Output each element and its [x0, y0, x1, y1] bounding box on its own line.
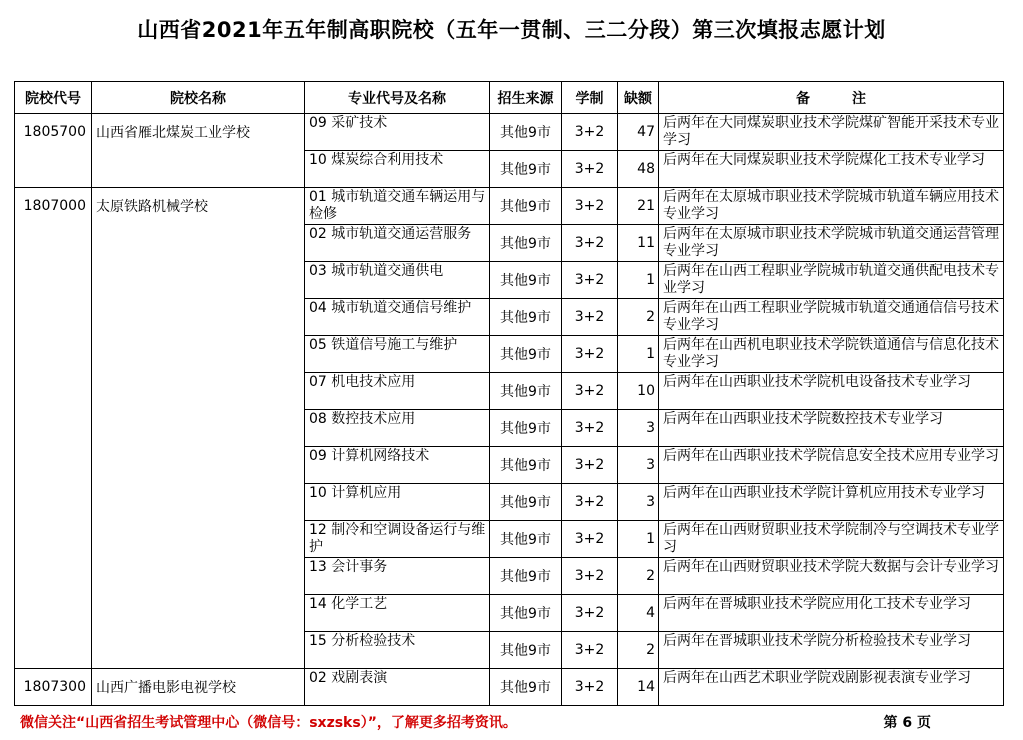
school-name-cell: [92, 410, 305, 447]
school-code-cell: [15, 225, 92, 262]
source-cell: 其他9市: [490, 632, 562, 669]
major-cell: 05 铁道信号施工与维护: [305, 336, 490, 373]
school-code-cell: 1805700: [15, 114, 92, 151]
quota-cell: 4: [618, 595, 659, 632]
source-cell: 其他9市: [490, 262, 562, 299]
major-cell: 09 计算机网络技术: [305, 447, 490, 484]
length-cell: 3+2: [562, 262, 618, 299]
school-code-cell: [15, 299, 92, 336]
note-cell: 后两年在山西艺术职业学院戏剧影视表演专业学习: [659, 669, 1004, 706]
school-name-cell: [92, 558, 305, 595]
source-cell: 其他9市: [490, 225, 562, 262]
school-code-cell: 1807000: [15, 188, 92, 225]
length-cell: 3+2: [562, 151, 618, 188]
length-cell: 3+2: [562, 225, 618, 262]
quota-cell: 48: [618, 151, 659, 188]
school-code-cell: [15, 558, 92, 595]
table-row: [15, 632, 1004, 669]
school-code-cell: [15, 151, 92, 188]
source-cell: 其他9市: [490, 151, 562, 188]
school-code-cell: [15, 336, 92, 373]
source-cell: 其他9市: [490, 558, 562, 595]
source-cell: 其他9市: [490, 114, 562, 151]
source-cell: 其他9市: [490, 447, 562, 484]
major-cell: 07 机电技术应用: [305, 373, 490, 410]
major-cell: 12 制冷和空调设备运行与维护: [305, 521, 490, 558]
header-length: 学制: [562, 82, 618, 114]
source-cell: 其他9市: [490, 373, 562, 410]
school-code-cell: [15, 447, 92, 484]
major-cell: 14 化学工艺: [305, 595, 490, 632]
length-cell: 3+2: [562, 114, 618, 151]
major-cell: 04 城市轨道交通信号维护: [305, 299, 490, 336]
table-row: [15, 410, 1004, 447]
note-cell: 后两年在山西职业技术学院数控技术专业学习: [659, 410, 1004, 447]
source-cell: 其他9市: [490, 299, 562, 336]
school-name-cell: 山西广播电影电视学校: [92, 669, 305, 706]
major-cell: 15 分析检验技术: [305, 632, 490, 669]
source-cell: 其他9市: [490, 188, 562, 225]
length-cell: 3+2: [562, 595, 618, 632]
header-school-code: 院校代号: [15, 82, 92, 114]
school-name-cell: [92, 262, 305, 299]
quota-cell: 1: [618, 262, 659, 299]
quota-cell: 21: [618, 188, 659, 225]
major-cell: 09 采矿技术: [305, 114, 490, 151]
header-note: 备 注: [659, 82, 1004, 114]
table-row: [15, 114, 1004, 151]
quota-cell: 11: [618, 225, 659, 262]
school-name-cell: 太原铁路机械学校: [92, 188, 305, 225]
source-cell: 其他9市: [490, 336, 562, 373]
note-cell: 后两年在晋城职业技术学院应用化工技术专业学习: [659, 595, 1004, 632]
table-row: [15, 299, 1004, 336]
school-code-cell: [15, 632, 92, 669]
school-name-cell: [92, 373, 305, 410]
major-cell: 01 城市轨道交通车辆运用与检修: [305, 188, 490, 225]
school-name-cell: [92, 632, 305, 669]
note-cell: 后两年在山西工程职业学院城市轨道交通通信信号技术专业学习: [659, 299, 1004, 336]
header-school-name: 院校名称: [92, 82, 305, 114]
quota-cell: 47: [618, 114, 659, 151]
quota-cell: 3: [618, 410, 659, 447]
length-cell: 3+2: [562, 521, 618, 558]
note-cell: 后两年在山西职业技术学院信息安全技术应用专业学习: [659, 447, 1004, 484]
quota-cell: 2: [618, 558, 659, 595]
school-name-cell: [92, 151, 305, 188]
footer-notice: 微信关注“山西省招生考试管理中心（微信号：sxzsks）”，了解更多招考资讯。: [20, 715, 517, 731]
source-cell: 其他9市: [490, 484, 562, 521]
school-code-cell: [15, 484, 92, 521]
source-cell: 其他9市: [490, 669, 562, 706]
table-row: [15, 225, 1004, 262]
note-cell: 后两年在晋城职业技术学院分析检验技术专业学习: [659, 632, 1004, 669]
header-major: 专业代号及名称: [305, 82, 490, 114]
school-name-cell: [92, 225, 305, 262]
source-cell: 其他9市: [490, 521, 562, 558]
source-cell: 其他9市: [490, 410, 562, 447]
table-row: [15, 521, 1004, 558]
table-row: [15, 484, 1004, 521]
major-cell: 02 城市轨道交通运营服务: [305, 225, 490, 262]
school-name-cell: [92, 447, 305, 484]
table-row: [15, 558, 1004, 595]
table-row: [15, 336, 1004, 373]
school-name-cell: [92, 521, 305, 558]
length-cell: 3+2: [562, 336, 618, 373]
length-cell: 3+2: [562, 299, 618, 336]
quota-cell: 2: [618, 299, 659, 336]
page-number: 第 6 页: [883, 715, 931, 731]
school-code-cell: [15, 410, 92, 447]
school-name-cell: [92, 484, 305, 521]
header-source: 招生来源: [490, 82, 562, 114]
quota-cell: 1: [618, 521, 659, 558]
major-cell: 08 数控技术应用: [305, 410, 490, 447]
table-row: [15, 262, 1004, 299]
note-cell: 后两年在山西职业技术学院计算机应用技术专业学习: [659, 484, 1004, 521]
length-cell: 3+2: [562, 447, 618, 484]
length-cell: 3+2: [562, 373, 618, 410]
note-cell: 后两年在大同煤炭职业技术学院煤化工技术专业学习: [659, 151, 1004, 188]
table-row: [15, 188, 1004, 225]
major-cell: 02 戏剧表演: [305, 669, 490, 706]
note-cell: 后两年在太原城市职业技术学院城市轨道车辆应用技术专业学习: [659, 188, 1004, 225]
major-cell: 10 煤炭综合利用技术: [305, 151, 490, 188]
source-cell: 其他9市: [490, 595, 562, 632]
school-code-cell: [15, 521, 92, 558]
major-cell: 10 计算机应用: [305, 484, 490, 521]
note-cell: 后两年在山西财贸职业技术学院制冷与空调技术专业学习: [659, 521, 1004, 558]
school-name-cell: [92, 595, 305, 632]
page-title: 山西省2021年五年制高职院校（五年一贯制、三二分段）第三次填报志愿计划: [137, 18, 886, 42]
note-cell: 后两年在山西机电职业技术学院铁道通信与信息化技术专业学习: [659, 336, 1004, 373]
school-name-cell: 山西省雁北煤炭工业学校: [92, 114, 305, 151]
school-code-cell: 1807300: [15, 669, 92, 706]
note-cell: 后两年在山西工程职业学院城市轨道交通供配电技术专业学习: [659, 262, 1004, 299]
table-row: [15, 151, 1004, 188]
table-row: [15, 595, 1004, 632]
note-cell: 后两年在山西职业技术学院机电设备技术专业学习: [659, 373, 1004, 410]
quota-cell: 2: [618, 632, 659, 669]
quota-cell: 10: [618, 373, 659, 410]
school-code-cell: [15, 373, 92, 410]
school-name-cell: [92, 336, 305, 373]
table-row: [15, 373, 1004, 410]
plan-table: [14, 81, 1004, 706]
major-cell: 13 会计事务: [305, 558, 490, 595]
school-code-cell: [15, 595, 92, 632]
quota-cell: 14: [618, 669, 659, 706]
length-cell: 3+2: [562, 632, 618, 669]
note-cell: 后两年在大同煤炭职业技术学院煤矿智能开采技术专业学习: [659, 114, 1004, 151]
note-cell: 后两年在太原城市职业技术学院城市轨道交通运营管理专业学习: [659, 225, 1004, 262]
length-cell: 3+2: [562, 484, 618, 521]
quota-cell: 3: [618, 447, 659, 484]
header-quota: 缺额: [618, 82, 659, 114]
major-cell: 03 城市轨道交通供电: [305, 262, 490, 299]
length-cell: 3+2: [562, 188, 618, 225]
quota-cell: 1: [618, 336, 659, 373]
table-row: [15, 447, 1004, 484]
quota-cell: 3: [618, 484, 659, 521]
length-cell: 3+2: [562, 669, 618, 706]
note-cell: 后两年在山西财贸职业技术学院大数据与会计专业学习: [659, 558, 1004, 595]
school-name-cell: [92, 299, 305, 336]
school-code-cell: [15, 262, 92, 299]
table-header-row: [15, 82, 1004, 114]
table-row: [15, 669, 1004, 706]
length-cell: 3+2: [562, 410, 618, 447]
length-cell: 3+2: [562, 558, 618, 595]
